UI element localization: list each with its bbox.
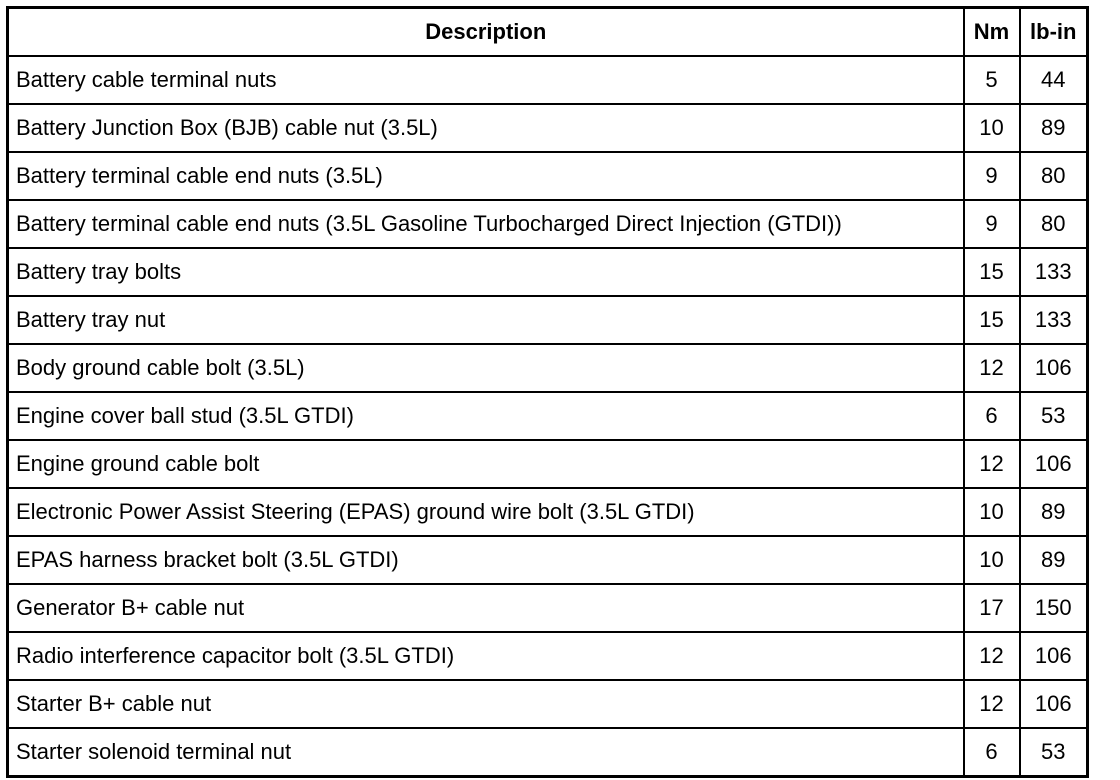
table-row: [8, 728, 1088, 777]
table-row: [8, 248, 1088, 296]
row-lb-in: 80: [1020, 200, 1088, 248]
row-description: Engine ground cable bolt: [8, 440, 964, 488]
row-nm: 15: [964, 248, 1020, 296]
row-description: EPAS harness bracket bolt (3.5L GTDI): [8, 536, 964, 584]
table-row: [8, 56, 1088, 104]
row-description: Battery Junction Box (BJB) cable nut (3.5L): [8, 104, 964, 152]
table-row: [8, 296, 1088, 344]
row-nm: 12: [964, 632, 1020, 680]
row-lb-in: 106: [1020, 632, 1088, 680]
table-row: [8, 104, 1088, 152]
row-description: Starter B+ cable nut: [8, 680, 964, 728]
row-lb-in: 53: [1020, 392, 1088, 440]
table-row: [8, 392, 1088, 440]
row-lb-in: 133: [1020, 296, 1088, 344]
table-row: [8, 584, 1088, 632]
row-description: Starter solenoid terminal nut: [8, 728, 964, 777]
row-description: Electronic Power Assist Steering (EPAS) ground wire bolt (3.5L GTDI): [8, 488, 964, 536]
row-nm: 15: [964, 296, 1020, 344]
row-nm: 9: [964, 152, 1020, 200]
table-row: [8, 344, 1088, 392]
row-lb-in: 150: [1020, 584, 1088, 632]
header-lb-in: lb-in: [1020, 8, 1088, 57]
row-lb-in: 44: [1020, 56, 1088, 104]
row-description: Radio interference capacitor bolt (3.5L GTDI): [8, 632, 964, 680]
row-nm: 17: [964, 584, 1020, 632]
header-description: Description: [8, 8, 964, 57]
row-lb-in: 80: [1020, 152, 1088, 200]
table-row: [8, 680, 1088, 728]
row-nm: 12: [964, 344, 1020, 392]
row-nm: 10: [964, 104, 1020, 152]
table-row: [8, 200, 1088, 248]
row-nm: 6: [964, 392, 1020, 440]
row-description: Generator B+ cable nut: [8, 584, 964, 632]
row-description: Battery cable terminal nuts: [8, 56, 964, 104]
row-lb-in: 89: [1020, 488, 1088, 536]
row-description: Battery tray nut: [8, 296, 964, 344]
torque-specification-table: [6, 6, 1089, 778]
row-nm: 10: [964, 536, 1020, 584]
table-row: [8, 152, 1088, 200]
row-nm: 10: [964, 488, 1020, 536]
header-row: [8, 8, 1088, 57]
row-lb-in: 133: [1020, 248, 1088, 296]
row-lb-in: 106: [1020, 680, 1088, 728]
row-nm: 12: [964, 440, 1020, 488]
row-lb-in: 106: [1020, 344, 1088, 392]
row-description: Battery terminal cable end nuts (3.5L Gasoline Turbocharged Direct Injection (GTDI)): [8, 200, 964, 248]
row-lb-in: 106: [1020, 440, 1088, 488]
row-nm: 5: [964, 56, 1020, 104]
row-description: Body ground cable bolt (3.5L): [8, 344, 964, 392]
row-lb-in: 53: [1020, 728, 1088, 777]
row-nm: 12: [964, 680, 1020, 728]
row-lb-in: 89: [1020, 536, 1088, 584]
header-nm: Nm: [964, 8, 1020, 57]
table-row: [8, 632, 1088, 680]
table-body: [8, 56, 1088, 777]
table-row: [8, 440, 1088, 488]
row-nm: 9: [964, 200, 1020, 248]
row-description: Battery terminal cable end nuts (3.5L): [8, 152, 964, 200]
table-row: [8, 536, 1088, 584]
row-description: Engine cover ball stud (3.5L GTDI): [8, 392, 964, 440]
row-nm: 6: [964, 728, 1020, 777]
table-row: [8, 488, 1088, 536]
row-description: Battery tray bolts: [8, 248, 964, 296]
row-lb-in: 89: [1020, 104, 1088, 152]
